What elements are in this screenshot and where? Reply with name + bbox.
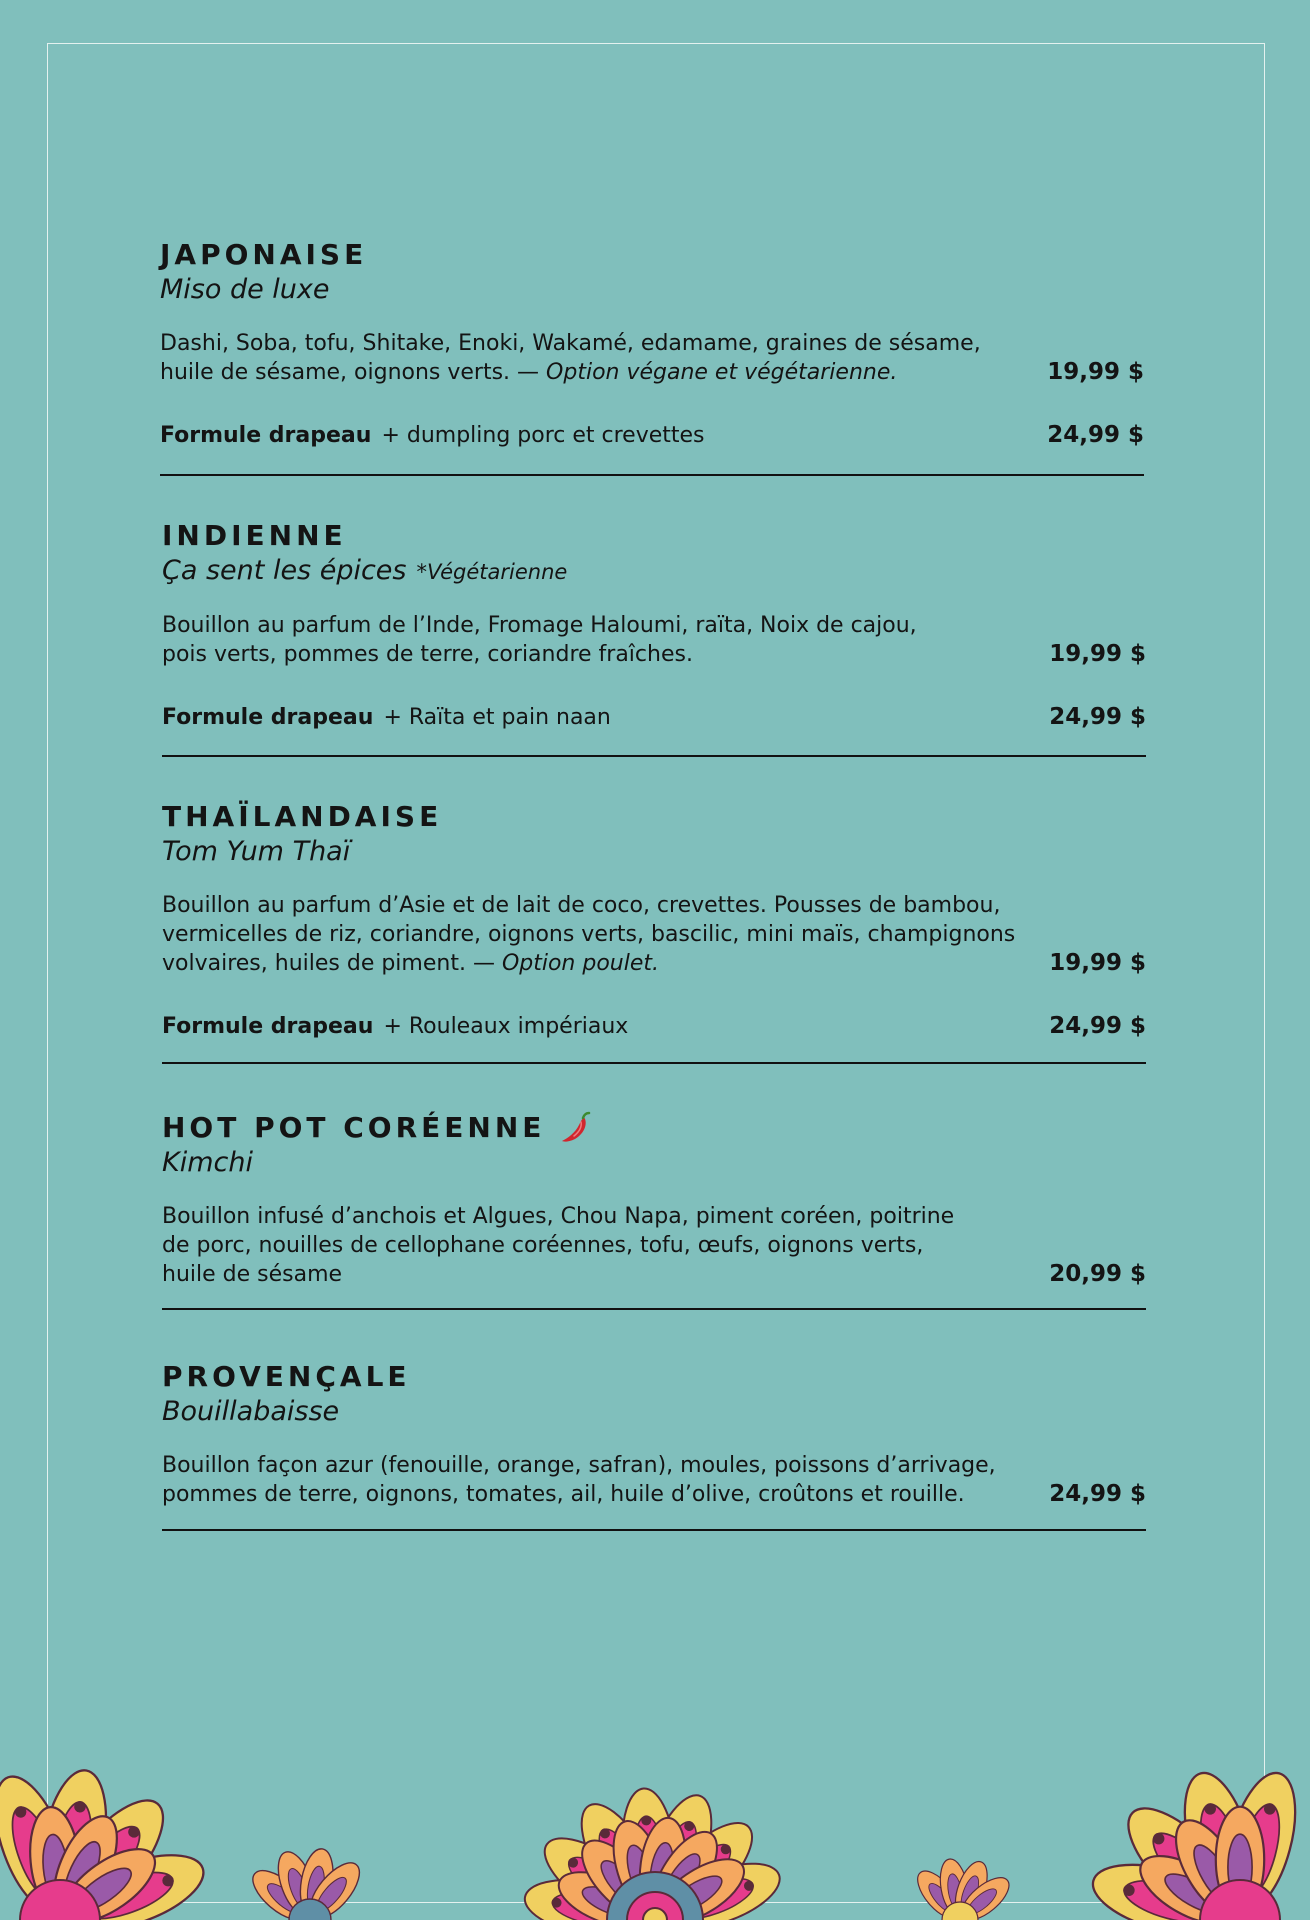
menu-section-indienne [162, 519, 1146, 732]
section-divider [162, 755, 1146, 757]
formule-extra: + dumpling porc et crevettes [381, 423, 705, 448]
dish-description: Bouillon façon azur (fenouille, orange, safran), moules, poissons d’arrivage, pommes de terre, oignons, tomates, ail, huile d’olive, croûtons et rouille. [162, 1453, 996, 1507]
formule-row [160, 421, 1144, 450]
dish-name [162, 554, 1146, 589]
dish-tag: *Végétarienne [416, 560, 568, 584]
option-text: Option végane et végétarienne. [546, 360, 898, 385]
cuisine-title: INDIENNE [162, 519, 347, 552]
section-divider [162, 1308, 1146, 1310]
formule-row [162, 703, 1146, 732]
dish-name: Miso de luxe [160, 274, 330, 305]
dish-description [162, 891, 1042, 978]
cuisine-title: JAPONAISE [160, 238, 368, 271]
description-text: Bouillon au parfum d’Asie et de lait de coco, crevettes. Pousses de bambou, vermicelles de riz, coriandre, oignons verts, bascilic, mini maïs, champignons volvaires, huiles de piment. — [162, 893, 1016, 976]
formule-row [162, 1012, 1146, 1041]
option-text: Option poulet. [501, 951, 660, 976]
dish-name: Bouillabaisse [162, 1396, 340, 1427]
section-divider [160, 474, 1144, 476]
dish-price: 19,99 $ [1049, 641, 1146, 667]
menu-section-provencale [162, 1360, 1146, 1509]
menu-section-hot-pot-coreenne [162, 1111, 1146, 1289]
menu-section-japonaise [160, 238, 1144, 450]
formule-extra: + Rouleaux impériaux [383, 1014, 629, 1039]
formule-label: Formule drapeau [162, 1014, 374, 1039]
formule-price: 24,99 $ [1049, 1013, 1146, 1039]
mandala-flowers-decoration [0, 1655, 1310, 1920]
description-text: Dashi, Soba, tofu, Shitake, Enoki, Wakamé, edamame, graines de sésame, huile de sésame, oignons verts. — [160, 331, 981, 385]
section-divider [162, 1529, 1146, 1531]
dish-name-text: Ça sent les épices [162, 555, 407, 586]
section-divider [162, 1062, 1146, 1064]
dish-description [160, 329, 1040, 387]
dish-price: 20,99 $ [1049, 1261, 1146, 1287]
dish-description: Bouillon au parfum de l’Inde, Fromage Haloumi, raïta, Noix de cajou, pois verts, pommes de terre, coriandre fraîches. [162, 613, 917, 667]
dish-price: 19,99 $ [1049, 950, 1146, 976]
formule-price: 24,99 $ [1047, 422, 1144, 448]
cuisine-title: PROVENÇALE [162, 1360, 411, 1393]
dish-price: 24,99 $ [1049, 1481, 1146, 1507]
formule-price: 24,99 $ [1049, 704, 1146, 730]
formule-extra: + Raïta et pain naan [383, 705, 611, 730]
dish-name: Kimchi [162, 1147, 253, 1178]
cuisine-title [162, 1111, 1146, 1145]
dish-description: Bouillon infusé d’anchois et Algues, Chou Napa, piment coréen, poitrine de porc, nouilles de cellophane coréennes, tofu, œufs, oignons verts, huile de sésame [162, 1204, 955, 1287]
cuisine-title: THAÏLANDAISE [162, 800, 443, 833]
formule-label: Formule drapeau [162, 705, 374, 730]
dish-name: Tom Yum Thaï [162, 836, 351, 867]
cuisine-title-text: HOT POT CORÉENNE [162, 1111, 546, 1144]
chili-pepper-icon [559, 1111, 593, 1145]
formule-label: Formule drapeau [160, 423, 372, 448]
dish-price: 19,99 $ [1047, 359, 1144, 385]
menu-section-thailandaise [162, 800, 1146, 1041]
